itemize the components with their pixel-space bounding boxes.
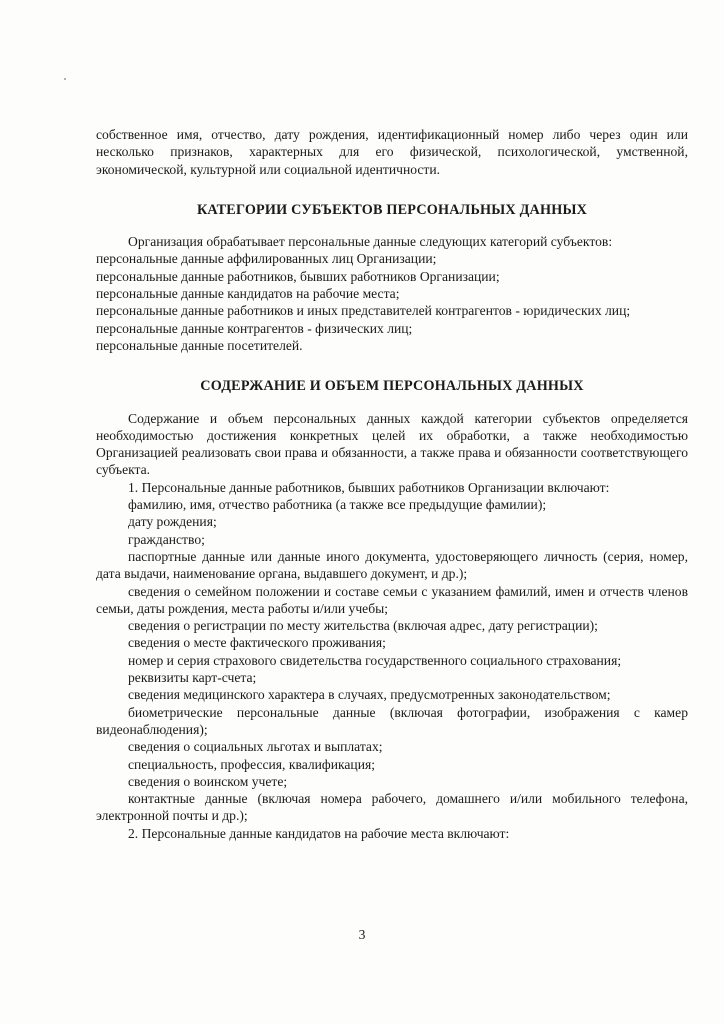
content-lead: Содержание и объем персональных данных каждой категории субъектов определяется необходимостью достижения конкретных целей их обработки, а также необходимостью Организацией реализовать свои права и обязанности, а также права и обязанности соответствующего субъекта. (96, 410, 688, 478)
document-body (96, 126, 688, 842)
list-item: сведения о воинском учете; (128, 773, 288, 789)
section-heading-content: СОДЕРЖАНИЕ И ОБЪЕМ ПЕРСОНАЛЬНЫХ ДАННЫХ (200, 378, 584, 395)
list-item: реквизиты карт-счета; (128, 670, 257, 686)
list-item: паспортные данные или данные иного документа, удостоверяющего личность (серия, номер, дата выдачи, наименование органа, выдавшего документ, и др.); (96, 548, 688, 582)
page-number: 3 (358, 927, 366, 942)
list-item: сведения медицинского характера в случаях, предусмотренных законодательством; (128, 687, 611, 703)
list-item: дату рождения; (128, 514, 217, 530)
list-item: персональные данные посетителей. (96, 337, 303, 353)
list-item: сведения о регистрации по месту жительства (включая адрес, дату регистрации); (128, 618, 598, 634)
list-item: сведения о социальных льготах и выплатах; (128, 739, 383, 755)
list-item: сведения о семейном положении и составе семьи с указанием фамилий, имен и отчеств членов семьи, даты рождения, места работы и/или учебы; (96, 583, 688, 616)
categories-lead: Организация обрабатывает персональные данные следующих категорий субъектов: (128, 234, 613, 250)
list-item: персональные данные работников и иных представителей контрагентов - юридических лиц; (96, 303, 631, 319)
list-item: персональные данные контрагентов - физических лиц; (96, 320, 413, 336)
list-item: биометрические персональные данные (включая фотографии, изображения с камер видеонаблюдения); (96, 704, 688, 737)
list-item: номер и серия страхового свидетельства государственного социального страхования; (128, 652, 622, 668)
list-item: гражданство; (128, 531, 205, 547)
list-item: контактные данные (включая номера рабочего, домашнего и/или мобильного телефона, электронной почты и др.); (96, 791, 688, 824)
list-item: персональные данные кандидатов на рабочие места; (96, 286, 400, 302)
point-1: 1. Персональные данные работников, бывших работников Организации включают: (128, 479, 610, 495)
list-item: персональные данные аффилированных лиц Организации; (96, 251, 437, 267)
point-2: 2. Персональные данные кандидатов на рабочие места включают: (128, 825, 510, 841)
list-item: сведения о месте фактического проживания; (128, 635, 386, 651)
section-heading-categories: КАТЕГОРИИ СУБЪЕКТОВ ПЕРСОНАЛЬНЫХ ДАННЫХ (196, 201, 588, 218)
scan-speck (64, 78, 66, 80)
categories-list (96, 250, 688, 354)
employee-data-list (96, 496, 688, 825)
list-item: фамилию, имя, отчество работника (а также все предыдущие фамилии); (128, 497, 547, 513)
list-item: специальность, профессия, квалификация; (128, 756, 375, 772)
intro-paragraph: собственное имя, отчество, дату рождения, идентификационный номер либо через один или несколько признаков, характерных для его физической, психологической, умственной, экономической, культурной или социальной идентичности. (96, 127, 688, 177)
list-item: персональные данные работников, бывших работников Организации; (96, 268, 500, 284)
